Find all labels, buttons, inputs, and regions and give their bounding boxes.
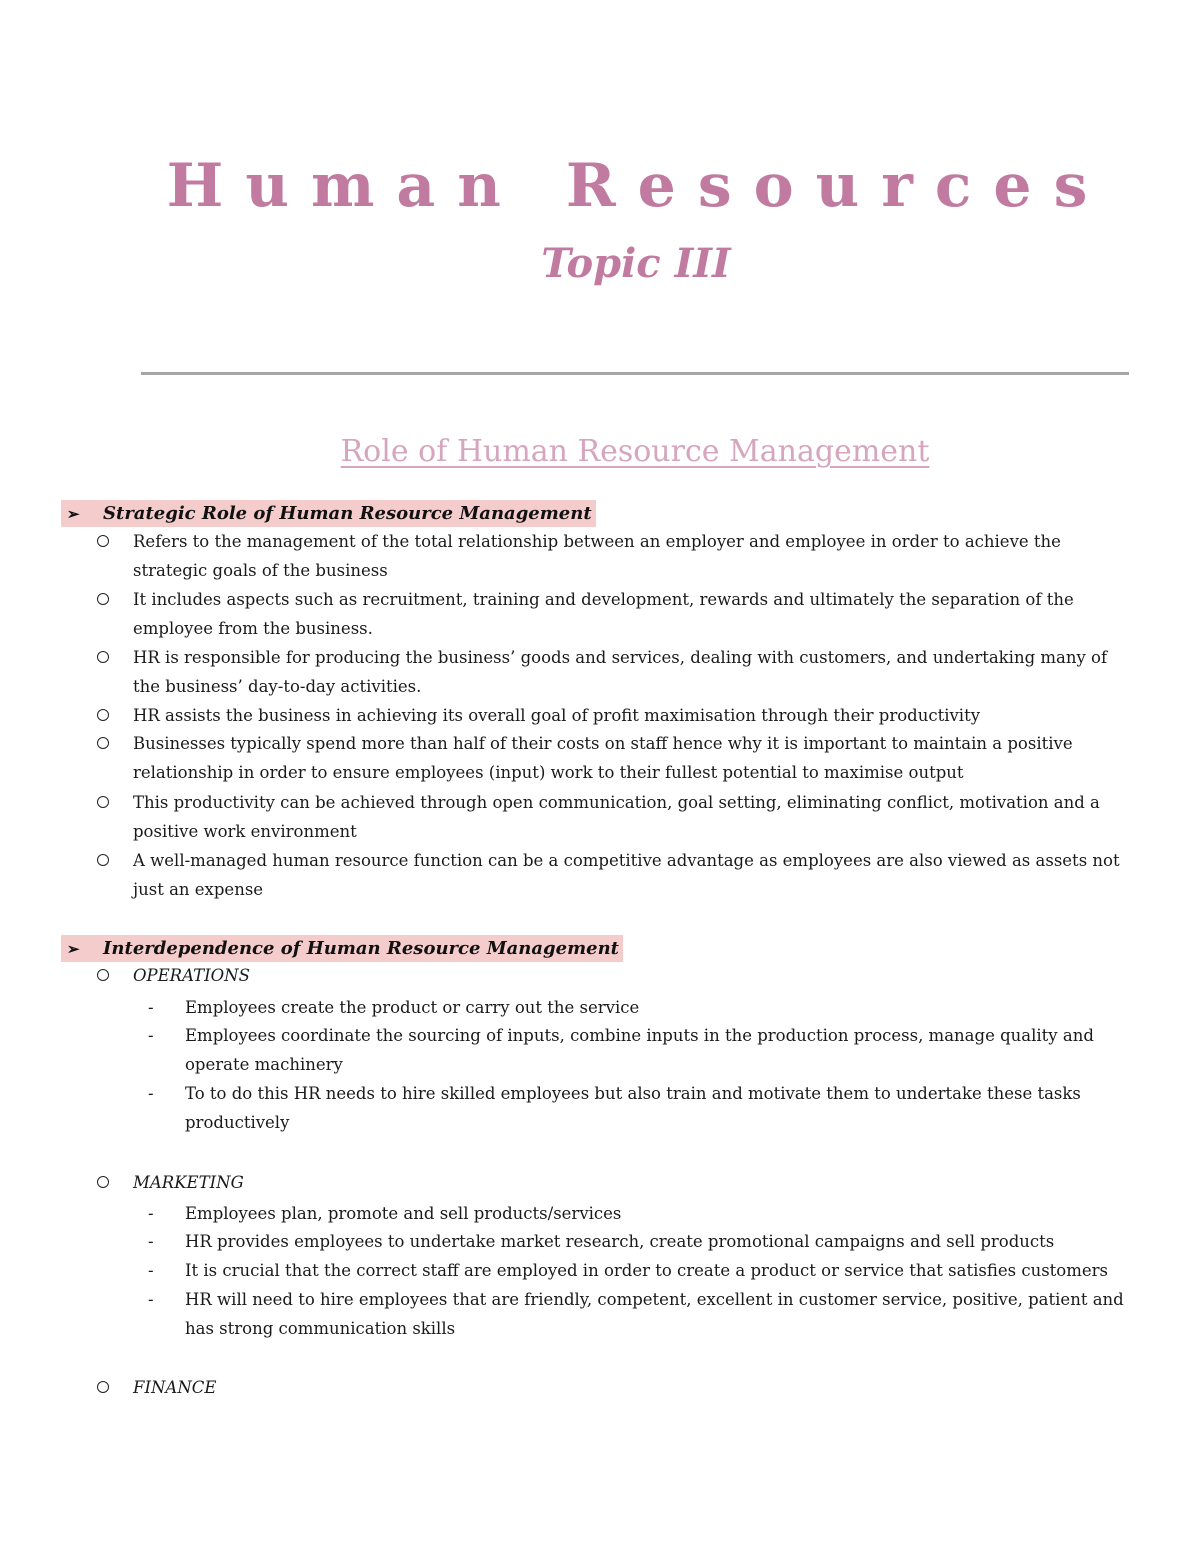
dash-item-text: To to do this HR needs to hire skilled employees but also train and motivate them to undertake these tasks productively bbox=[185, 1084, 1081, 1132]
list-item-text: It includes aspects such as recruitment, training and development, rewards and ultimately the separation of the employee from the business. bbox=[133, 590, 1074, 638]
circle-bullet-icon bbox=[97, 651, 109, 663]
dash-bullet-icon: - bbox=[148, 1204, 154, 1223]
dash-item-text: HR provides employees to undertake market research, create promotional campaigns and sell products bbox=[185, 1232, 1055, 1251]
dash-item-text: HR will need to hire employees that are friendly, competent, excellent in customer service, positive, patient and has strong communication skills bbox=[185, 1290, 1124, 1338]
list-item-finance bbox=[97, 1373, 1137, 1402]
subheading-strategic-role bbox=[61, 500, 596, 527]
circle-bullet-icon bbox=[97, 1176, 109, 1188]
dash-item-text: It is crucial that the correct staff are employed in order to create a product or service that satisfies customers bbox=[185, 1261, 1109, 1280]
list-item-text: Businesses typically spend more than half of their costs on staff hence why it is important to maintain a positive relationship in order to ensure employees (input) work to their fullest potential to maximise output bbox=[133, 734, 1073, 782]
list-item-text: OPERATIONS bbox=[133, 966, 250, 985]
circle-bullet-icon bbox=[97, 1381, 109, 1393]
circle-bullet-icon bbox=[97, 969, 109, 981]
dash-item bbox=[148, 1021, 1133, 1079]
horizontal-rule bbox=[141, 372, 1129, 375]
circle-bullet-icon bbox=[97, 854, 109, 866]
dash-bullet-icon: - bbox=[148, 998, 154, 1017]
section-heading: Role of Human Resource Management bbox=[340, 434, 930, 469]
arrow-bullet-icon: ➢ bbox=[67, 939, 80, 958]
list-item bbox=[97, 846, 1137, 904]
page-title: Human Resources bbox=[166, 151, 1110, 221]
list-item-operations bbox=[97, 961, 1137, 990]
list-item-text: A well-managed human resource function can be a competitive advantage as employees are also viewed as assets not just an expense bbox=[133, 851, 1120, 899]
dash-item bbox=[148, 1079, 1133, 1137]
dash-item bbox=[148, 1256, 1133, 1285]
dash-item-text: Employees plan, promote and sell products/services bbox=[185, 1204, 622, 1223]
dash-bullet-icon: - bbox=[148, 1261, 154, 1280]
list-item-text: HR assists the business in achieving its overall goal of profit maximisation through their productivity bbox=[133, 706, 981, 725]
list-item bbox=[97, 729, 1137, 787]
list-item bbox=[97, 788, 1137, 846]
list-item-text: Refers to the management of the total relationship between an employer and employee in order to achieve the strategic goals of the business bbox=[133, 532, 1061, 580]
list-item-marketing bbox=[97, 1168, 1137, 1197]
circle-bullet-icon bbox=[97, 593, 109, 605]
dash-item-text: Employees create the product or carry out the service bbox=[185, 998, 640, 1017]
dash-item bbox=[148, 1285, 1133, 1343]
list-item-text: This productivity can be achieved through open communication, goal setting, eliminating conflict, motivation and a positive work environment bbox=[133, 793, 1100, 841]
list-item bbox=[97, 701, 1137, 730]
circle-bullet-icon bbox=[97, 709, 109, 721]
list-item bbox=[97, 585, 1137, 643]
dash-bullet-icon: - bbox=[148, 1026, 154, 1045]
circle-bullet-icon bbox=[97, 796, 109, 808]
circle-bullet-icon bbox=[97, 737, 109, 749]
subheading-label: Interdependence of Human Resource Management bbox=[103, 938, 619, 959]
dash-bullet-icon: - bbox=[148, 1232, 154, 1251]
list-item-text: MARKETING bbox=[133, 1173, 244, 1192]
list-item bbox=[97, 643, 1137, 701]
circle-bullet-icon bbox=[97, 535, 109, 547]
page-subtitle: Topic III bbox=[541, 240, 731, 287]
arrow-bullet-icon: ➢ bbox=[67, 504, 80, 523]
dash-bullet-icon: - bbox=[148, 1290, 154, 1309]
dash-item bbox=[148, 993, 1133, 1022]
dash-item bbox=[148, 1227, 1133, 1256]
dash-bullet-icon: - bbox=[148, 1084, 154, 1103]
list-item bbox=[97, 527, 1137, 585]
list-item-text: FINANCE bbox=[133, 1378, 217, 1397]
list-item-text: HR is responsible for producing the business’ goods and services, dealing with customers, and undertaking many of the business’ day-to-day activities. bbox=[133, 648, 1108, 696]
subheading-label: Strategic Role of Human Resource Management bbox=[103, 503, 592, 524]
subheading-interdependence bbox=[61, 935, 623, 962]
dash-item-text: Employees coordinate the sourcing of inputs, combine inputs in the production process, manage quality and operate machinery bbox=[185, 1026, 1094, 1074]
dash-item bbox=[148, 1199, 1133, 1228]
